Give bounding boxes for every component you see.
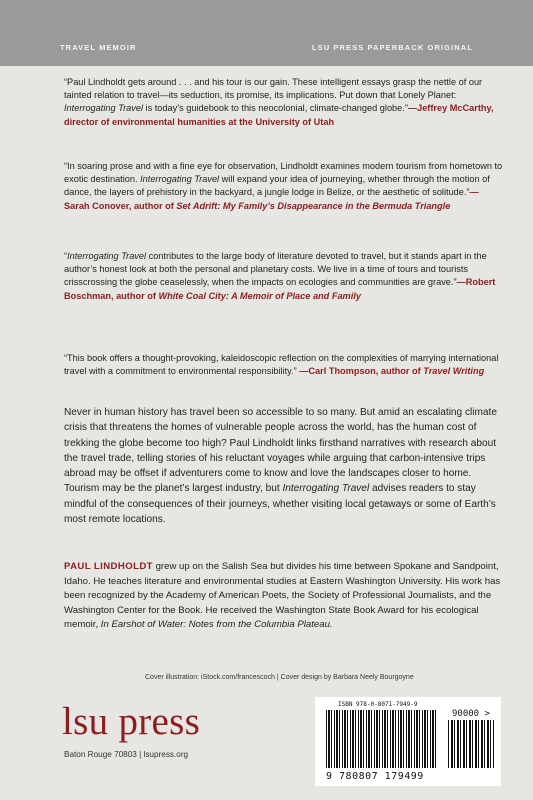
description-title: Interrogating Travel [282,483,370,495]
quote-text: will expand your idea of journeying, whether through the motion of dance, the layers of prehistory in the backyard, a jungle lodge in Belize, or the aesthetic of solitude.” [64,174,490,198]
quote-text: contributes to the large body of literature devoted to travel, but it stands apart in the author’s honest look at both the personal and planetary costs. We live in a time of tours and tourists crisscrossing the globe ceaselessly, when the impacts on ecologies and communities are grave.” [64,251,487,288]
quote-text: “ [64,251,68,261]
book-description [64,405,504,527]
bio-text: grew up on the Salish Sea but divides his time between Spokane and Sandpoint, Idaho. He teaches literature and environmental studies at Eastern Washington University. His work has been recognized by the Academy of American Poets, the Society of Professional Journalists, and the Washington Center for the Book. He received the Washington State Book Award for his ecological memoir, [64,561,501,631]
isbn-label: ISBN 978-0-8071-7949-9 [338,701,418,708]
quote-attribution: —Jeffrey McCarthy, director of environmental humanities at the University of Utah [64,103,494,127]
blurb-3 [64,250,504,303]
barcode-addon-bars [448,720,494,768]
quote-attribution: —Carl Thompson, author of [299,366,424,377]
quote-title: Interrogating Travel [140,174,220,185]
quote-title: Interrogating Travel [64,103,143,114]
edition-label: LSU PRESS PAPERBACK ORIGINAL [311,43,473,52]
description-text: Never in human history has travel been so accessible to so many. But amid an escalating climate crisis that threatens the homes of vulnerable people across the world, has the human cost of trekking the globe become too high? Paul Lindholdt links firsthand narratives with research about the travel trade, telling stories of his reluctant voyages while arguing that carbon-intensive trips abroad may be offset if adventurers come to know and love the landscapes closer to home. Tourism may be the planet’s largest industry, but [64,407,497,495]
quote-attribution-title: Travel Writing [423,366,485,377]
publisher-logo: lsu press [62,700,201,743]
ean-number: 9 780807 179499 [326,771,424,782]
quote-text: “In soaring prose and with a fine eye for observation, Lindholdt examines modern tourism from hometown to exotic destination. [64,161,503,185]
genre-label: TRAVEL MEMOIR [60,43,137,52]
blurb-1 [64,76,504,129]
barcode-bars [326,710,438,768]
publisher-address: Baton Rouge 70803 | lsupress.org [64,750,189,759]
quote-attribution: —Robert Boschman, author of [64,277,496,301]
blurb-2 [64,160,504,213]
top-bar [0,0,533,66]
cover-credits: Cover illustration: iStock.com/francescoch | Cover design by Barbara Neely Bourgoyne [145,674,414,681]
blurb-4 [64,352,504,378]
bio-book-title: In Earshot of Water: Notes from the Columbia Plateau. [100,619,333,631]
quote-attribution: —Sarah Conover, author of [64,187,479,211]
quote-attribution-title: Set Adrift: My Family’s Disappearance in the Bermuda Triangle [176,200,451,211]
quote-text: is today’s guidebook to this neocolonial, climate-changed globe.” [142,103,408,114]
author-bio [64,560,504,633]
author-name: PAUL LINDHOLDT [64,561,153,572]
description-text: advises readers to stay mindful of the consequences of their journeys, whether visiting local getaways or some of Earth’s most remote locations. [64,483,496,526]
quote-text: “This book offers a thought-provoking, kaleidoscopic reflection on the complexities of marrying international travel with a commitment to environmental responsibility.” [64,353,499,377]
quote-text: “Paul Lindholdt gets around . . . and his tour is our gain. These intelligent essays grasp the nettle of our tainted relation to travel—its seduction, its promise, its implications. Put down that Lonely Planet: [64,77,483,101]
quote-attribution-title: White Coal City: A Memoir of Place and Family [158,290,361,301]
price-code: 90000 > [452,709,490,719]
quote-title: Interrogating Travel [67,251,147,261]
